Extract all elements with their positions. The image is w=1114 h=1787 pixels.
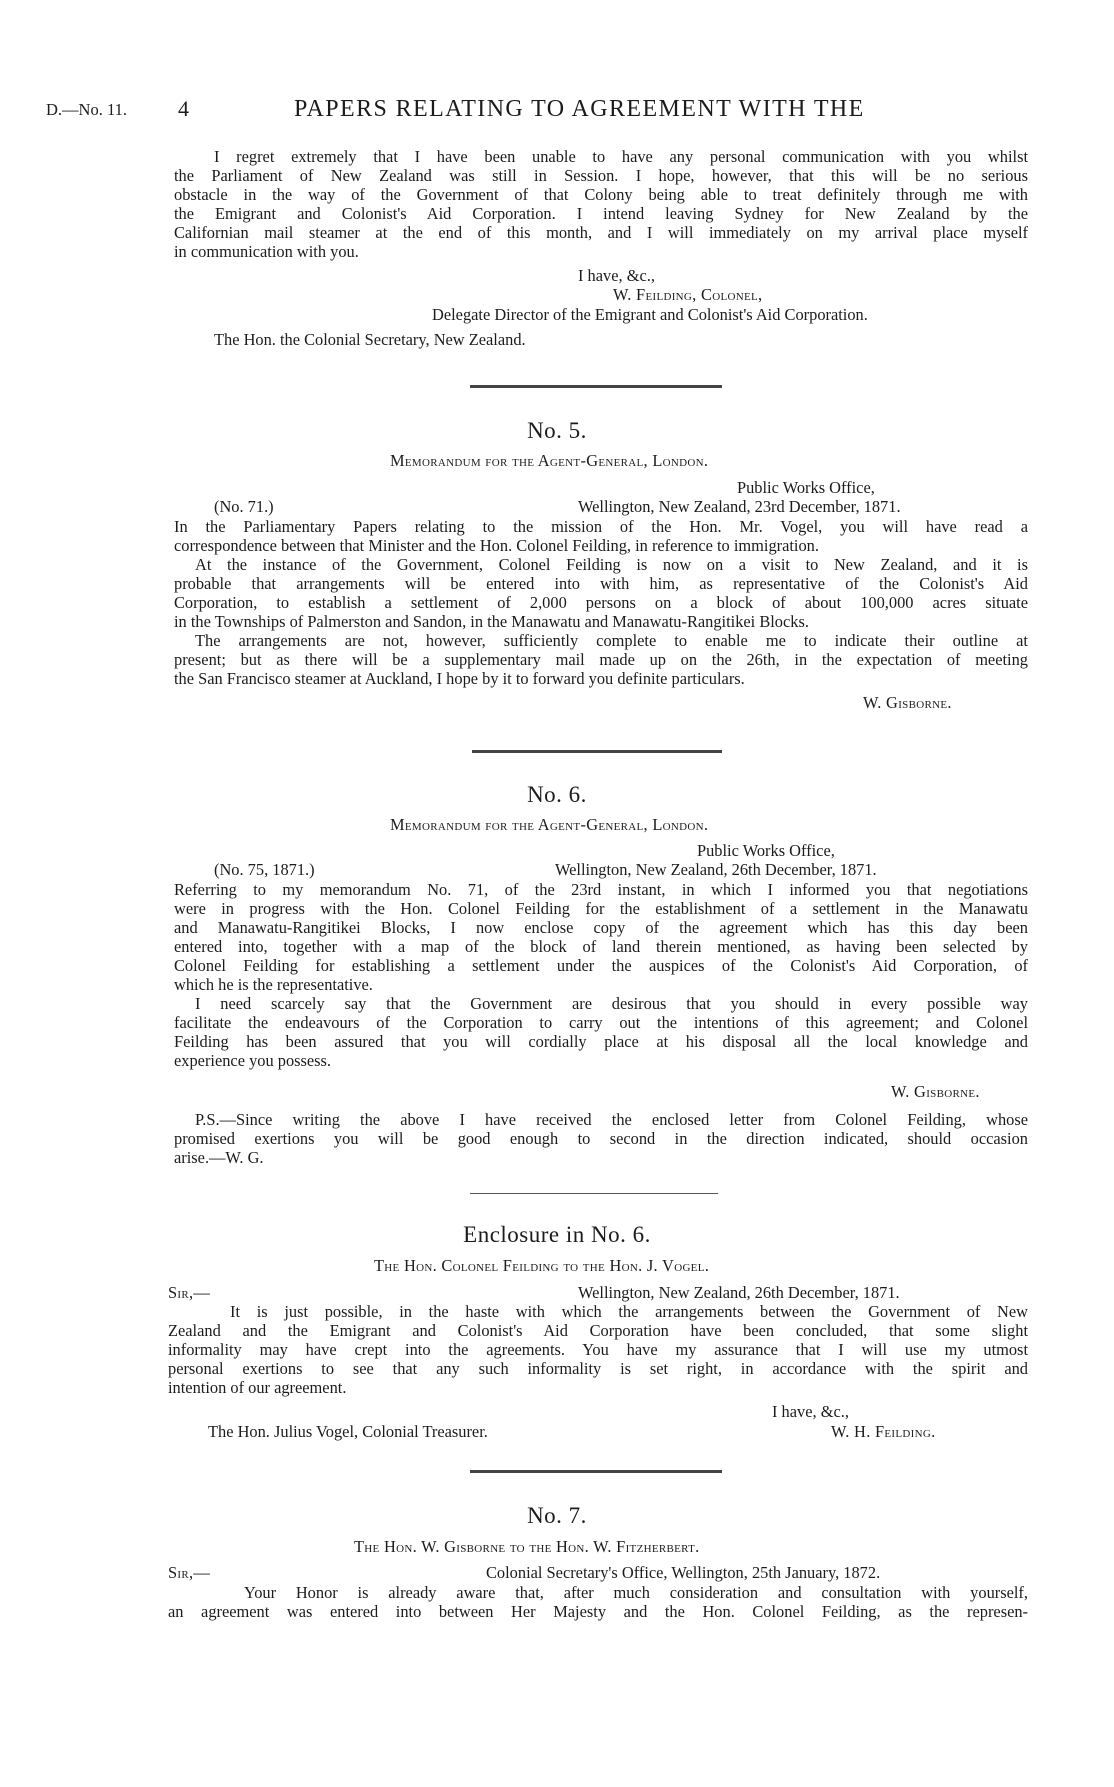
signature: W. Gisborne. bbox=[891, 1082, 980, 1101]
paragraph-line: In the Parliamentary Papers relating to the mission of the Hon. Mr. Vogel, you will have read a bbox=[174, 517, 1028, 536]
section-number: No. 5. bbox=[527, 418, 587, 443]
section-divider bbox=[470, 1193, 718, 1194]
letter-subtitle: The Hon. W. Gisborne to the Hon. W. Fitzherbert. bbox=[354, 1537, 700, 1556]
paragraph-line: At the instance of the Government, Colonel Feilding is now on a visit to New Zealand, and it is bbox=[195, 555, 1028, 574]
paragraph-line: entered into, together with a map of the block of land therein mentioned, as having been selected by bbox=[174, 937, 1028, 956]
paragraph-line: I regret extremely that I have been unable to have any personal communication with you whilst bbox=[214, 147, 1028, 166]
place-date: Wellington, New Zealand, 26th December, 1871. bbox=[555, 860, 877, 879]
memorandum-title: Memorandum for the Agent-General, London. bbox=[390, 451, 709, 470]
paragraph-line: obstacle in the way of the Government of that Colony being able to treat definitely through me with bbox=[174, 185, 1028, 204]
office: Public Works Office, bbox=[697, 841, 835, 860]
section-divider bbox=[470, 385, 722, 388]
section-number: No. 6. bbox=[527, 782, 587, 807]
letter-subtitle: The Hon. Colonel Feilding to the Hon. J. Vogel. bbox=[374, 1256, 710, 1275]
section-divider bbox=[472, 750, 722, 753]
paragraph-line: which he is the representative. bbox=[174, 975, 373, 994]
salutation: Sir,— bbox=[168, 1563, 211, 1582]
paragraph-line: an agreement was entered into between Her Majesty and the Hon. Colonel Feilding, as the represen- bbox=[168, 1602, 1028, 1621]
paragraph-line: probable that arrangements will be entered into with him, as representative of the Colonist's Aid bbox=[174, 574, 1028, 593]
place-date: Colonial Secretary's Office, Wellington, 25th January, 1872. bbox=[486, 1563, 881, 1582]
paragraph-line: present; but as there will be a supplementary mail made up on the 26th, in the expectation of meeting bbox=[174, 650, 1028, 669]
paragraph-line: personal exertions to see that any such informality is set right, in accordance with the spirit and bbox=[168, 1359, 1028, 1378]
closing: I have, &c., bbox=[772, 1402, 849, 1421]
postscript-line: arise.—W. G. bbox=[174, 1148, 264, 1167]
paragraph-line: Referring to my memorandum No. 71, of the 23rd instant, in which I informed you that negotiations bbox=[174, 880, 1028, 899]
paragraph-line: the San Francisco steamer at Auckland, I hope by it to forward you definite particulars. bbox=[174, 669, 745, 688]
memorandum-reference: (No. 71.) bbox=[214, 497, 274, 516]
paragraph-line: the Emigrant and Colonist's Aid Corporation. I intend leaving Sydney for New Zealand by the bbox=[174, 204, 1028, 223]
signature: W. H. Feilding. bbox=[831, 1422, 936, 1441]
paragraph-line: Californian mail steamer at the end of this month, and I will immediately on my arrival place myself bbox=[174, 223, 1028, 242]
signature-title: Delegate Director of the Emigrant and Colonist's Aid Corporation. bbox=[432, 305, 868, 324]
paragraph-line: The arrangements are not, however, sufficiently complete to enable me to indicate their outline at bbox=[195, 631, 1028, 650]
paragraph-line: Colonel Feilding for establishing a settlement under the auspices of the Colonist's Aid Corporation, of bbox=[174, 956, 1028, 975]
paragraph-line: Your Honor is already aware that, after much consideration and consultation with yourself, bbox=[244, 1583, 1028, 1602]
paragraph-line: the Parliament of New Zealand was still in Session. I hope, however, that this will be no serious bbox=[174, 166, 1028, 185]
paragraph-line: in the Townships of Palmerston and Sandon, in the Manawatu and Manawatu-Rangitikei Blocks. bbox=[174, 612, 809, 631]
postscript-line: P.S.—Since writing the above I have received the enclosed letter from Colonel Feilding, whose bbox=[195, 1110, 1028, 1129]
section-divider bbox=[470, 1470, 722, 1473]
paragraph-line: facilitate the endeavours of the Corporation to carry out the intentions of this agreement; and Colonel bbox=[174, 1013, 1028, 1032]
paragraph-line: It is just possible, in the haste with which the arrangements between the Government of New bbox=[230, 1302, 1028, 1321]
document-reference: D.—No. 11. bbox=[46, 100, 127, 119]
place-date: Wellington, New Zealand, 23rd December, 1871. bbox=[578, 497, 901, 516]
page-number: 4 bbox=[178, 96, 189, 121]
paragraph-line: and Manawatu-Rangitikei Blocks, I now enclose copy of the agreement which has this day been bbox=[174, 918, 1028, 937]
salutation: Sir,— bbox=[168, 1283, 211, 1302]
memorandum-reference: (No. 75, 1871.) bbox=[214, 860, 315, 879]
signature: W. Gisborne. bbox=[863, 693, 952, 712]
signature: W. Feilding, Colonel, bbox=[613, 285, 763, 304]
paragraph-line: Feilding has been assured that you will cordially place at his disposal all the local knowledge and bbox=[174, 1032, 1028, 1051]
memorandum-title: Memorandum for the Agent-General, London. bbox=[390, 815, 709, 834]
closing: I have, &c., bbox=[578, 266, 655, 285]
postscript-line: promised exertions you will be good enough to second in the direction indicated, should occasion bbox=[174, 1129, 1028, 1148]
paragraph-line: Zealand and the Emigrant and Colonist's Aid Corporation have been concluded, that some slight bbox=[168, 1321, 1028, 1340]
paragraph-line: I need scarcely say that the Government are desirous that you should in every possible way bbox=[195, 994, 1028, 1013]
addressee: The Hon. the Colonial Secretary, New Zealand. bbox=[214, 330, 526, 349]
paragraph-line: informality may have crept into the agreements. You have my assurance that I will use my utmost bbox=[168, 1340, 1028, 1359]
place-date: Wellington, New Zealand, 26th December, 1871. bbox=[578, 1283, 900, 1302]
enclosure-heading: Enclosure in No. 6. bbox=[463, 1222, 651, 1247]
page-title: PAPERS RELATING TO AGREEMENT WITH THE bbox=[294, 96, 865, 122]
paragraph-line: Corporation, to establish a settlement of 2,000 persons on a block of about 100,000 acres situate bbox=[174, 593, 1028, 612]
paragraph-line: in communication with you. bbox=[174, 242, 359, 261]
section-number: No. 7. bbox=[527, 1503, 587, 1528]
addressee: The Hon. Julius Vogel, Colonial Treasurer. bbox=[208, 1422, 488, 1441]
paragraph-line: were in progress with the Hon. Colonel Feilding for the establishment of a settlement in the Manawatu bbox=[174, 899, 1028, 918]
paragraph-line: intention of our agreement. bbox=[168, 1378, 347, 1397]
paragraph-line: experience you possess. bbox=[174, 1051, 332, 1070]
office: Public Works Office, bbox=[737, 478, 875, 497]
paragraph-line: correspondence between that Minister and the Hon. Colonel Feilding, in reference to immigration. bbox=[174, 536, 819, 555]
